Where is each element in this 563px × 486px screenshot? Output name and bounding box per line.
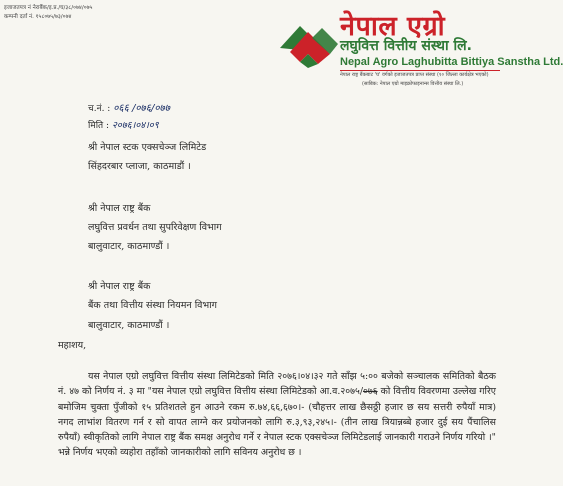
addressee-nrb-1-name: श्री नेपाल राष्ट्र बैंक — [88, 203, 151, 214]
company-registration-number: कम्पनी दर्ता नं. १५८०७५/७३/०७४ — [4, 14, 72, 20]
body-text-part1: यस नेपाल एग्रो लघुवित्त वित्तीय संस्था लिमिटेडको मिति २०७६।०४।३२ गते साँझ ५:०० बजेको सञ्चालक समितिको बैठक नं. ४७ को निर्णय नं. ३ मा "यस नेपाल एग्रो लघुवित्त वित्तीय संस्था लिमिटेडको आ.व.२०७५/ — [58, 371, 496, 398]
logo-divider — [340, 70, 500, 71]
letterhead-logo — [276, 8, 563, 104]
addressee-nepse-address: सिंहदरबार प्लाजा, काठमाडौं । — [88, 161, 191, 172]
logo-title-english: Nepal Agro Laghubitta Bittiya Sanstha Ltd. — [340, 56, 563, 68]
logo-subtitle-nepali: लघुवित्त वित्तीय संस्था लि. — [340, 38, 472, 54]
date-value: २०७६।०४।०९ — [111, 120, 159, 131]
addressee-nrb-1-department: लघुवित्त प्रवर्धन तथा सुपरिवेक्षण विभाग — [88, 222, 222, 233]
addressee-nrb-1-address: बालुवाटार, काठमाण्डौं । — [88, 241, 170, 252]
licence-info — [4, 4, 92, 22]
body-text-part2: को वित्तीय विवरणमा उल्लेख गरिए बमोजिम चुक्ता पुँजीको १५ प्रतिशतले हुन आउने रकम रु.७४,६६,६७०।- (चौहत्तर लाख छैसठ्ठी हजार छ सय सत्तरी रुपैयाँ मात्र) नगद लाभांश वितरण गर्न र सो वापत लाग्ने कर प्रयोजनको लागि रु.३,९३,२४५।- (तीन लाख त्रियान्नब्बे हजार दुई सय पैंचालिस रुपैयाँ) स्वीकृतिको लागि नेपाल राष्ट्र बैंक समक्ष अनुरोध गर्ने र नेपाल स्टक एक्सचेञ्ज लिमिटेडलाई जानकारी गराउने निर्णय गरियो ।" भन्ने निर्णय भएको व्यहोरा तहाँको जानकारीको लागि सविनय अनुरोध छ । — [58, 386, 496, 459]
letter-date — [88, 118, 159, 131]
salutation: महाशय, — [58, 340, 87, 351]
logo-former-name-note: (साबिक: नेपाल एग्रो माइक्रोफाइनान्स वित्तीय संस्था लि.) — [362, 81, 464, 87]
reference-label: च.नं. : — [88, 104, 111, 114]
reference-number — [88, 100, 170, 114]
logo-title-nepali: नेपाल एग्रो — [340, 11, 446, 42]
addressee-nrb-2-name: श्री नेपाल राष्ट्र बैंक — [88, 281, 151, 292]
body-struck-text: ०७६ — [362, 386, 378, 398]
addressee-nepse-name: श्री नेपाल स्टक एक्सचेञ्ज लिमिटेड — [88, 142, 207, 153]
licence-number: इजाजतपत्र नं नेराबैंक/इ.प्र./घ/३८/०७४/०७५ — [4, 5, 93, 11]
date-label: मिति : — [88, 121, 110, 131]
body-paragraph — [58, 369, 496, 461]
letter-body — [58, 369, 496, 461]
addressee-nrb-2-address: बालुवाटार, काठमाण्डौं । — [88, 320, 170, 331]
logo-licence-note: नेपाल राष्ट्र बैंकबाट 'घ' वर्गको इजाजतपत्र प्राप्त संस्था (१० जिल्ला कार्यक्षेत्र भएको) — [340, 72, 489, 78]
logo-emblem-icon — [278, 22, 340, 68]
addressee-nrb-2-department: बैंक तथा वित्तीय संस्था नियमन विभाग — [88, 300, 217, 311]
reference-value: ०६६ /०७६/०७७ — [113, 103, 170, 114]
